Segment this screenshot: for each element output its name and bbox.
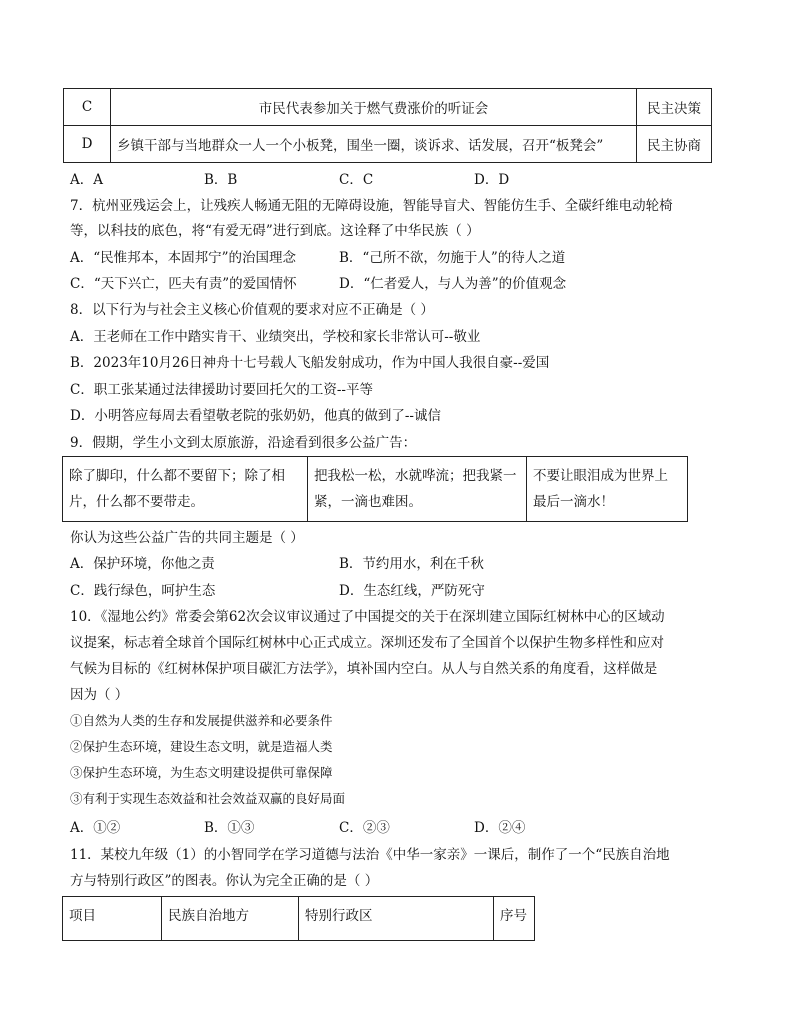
table-row — [63, 897, 535, 941]
ad-cell-2: 把我松一松，水就哗流；把我紧一紧，一滴也难困。 — [308, 457, 527, 522]
q6-option-a: A．A — [70, 172, 103, 188]
q7-option-a: A．“民惟邦本，本固邦宁”的治国理念 — [70, 250, 297, 266]
q10-option-d: D．②④ — [474, 820, 526, 836]
table-row — [63, 457, 688, 522]
q10-stem-line-2: 议提案，标志着全球首个国际红树林中心正式成立。深圳还发布了全国首个以保护生物多样性和应对 — [70, 635, 664, 651]
q8-option-b: B．2023年10月26日神舟十七号载人飞船发射成功，作为中国人我很自豪--爱国 — [70, 355, 550, 371]
q10-option-c: C．②③ — [339, 820, 390, 836]
q7-stem-line-1: 7．杭州亚残运会上，让残疾人畅通无阻的无障碍设施，智能导盲犬、智能仿生手、全碳纤维电动轮椅 — [70, 198, 673, 214]
q10-stem-line-4: 因为（ ） — [70, 687, 129, 703]
q10-item-3: ③保护生态环境，为生态文明建设提供可靠保障 — [70, 765, 333, 780]
table-row — [64, 126, 712, 163]
q6-option-c: C．C — [339, 172, 374, 188]
q6-option-d: D．D — [474, 172, 510, 188]
q9-question: 你认为这些公益广告的共同主题是（ ） — [70, 530, 304, 546]
q10-stem-line-3: 气候为目标的《红树林保护项目碳汇方法学》，填补国内空白。从人与自然关系的角度看，这样做是 — [70, 661, 658, 677]
header-cell-number: 序号 — [494, 897, 535, 941]
header-cell-item: 项目 — [63, 897, 162, 941]
q10-item-4: ③有利于实现生态效益和社会效益双赢的良好局面 — [70, 791, 346, 806]
q8-stem: 8．以下行为与社会主义核心价值观的要求对应不正确是（ ） — [70, 302, 434, 318]
table-cell: 市民代表参加关于燃气费涨价的听证会 — [111, 89, 637, 126]
q7-option-b: B．“己所不欲，勿施于人”的待人之道 — [339, 250, 566, 266]
q8-option-d: D．小明答应每周去看望敬老院的张奶奶，他真的做到了--诚信 — [70, 408, 441, 424]
q11-stem-line-2: 方与特别行政区”的图表。你认为完全正确的是（ ） — [70, 873, 379, 889]
q10-option-a: A．①② — [70, 820, 121, 836]
q9-stem: 9．假期，学生小文到太原旅游，沿途看到很多公益广告： — [70, 435, 417, 451]
q10-option-b: B．①③ — [204, 820, 255, 836]
q6-option-b: B．B — [204, 172, 238, 188]
header-cell-autonomous: 民族自治地方 — [162, 897, 299, 941]
table-cell: C — [64, 89, 111, 126]
ads-table — [62, 456, 688, 522]
ad-cell-3: 不要让眼泪成为世界上最后一滴水！ — [527, 457, 688, 522]
table-cell: 民主协商 — [637, 126, 712, 163]
table-cell: 民主决策 — [637, 89, 712, 126]
q8-option-c: C．职工张某通过法律援助讨要回托欠的工资--平等 — [70, 382, 373, 398]
autonomy-table — [62, 896, 535, 941]
q9-option-d: D．生态红线，严防死守 — [339, 583, 485, 599]
q8-option-a: A．王老师在工作中踏实肯干、业绩突出，学校和家长非常认可--敬业 — [70, 329, 481, 345]
table-row — [64, 89, 712, 126]
q9-option-c: C．践行绿色，呵护生态 — [70, 583, 216, 599]
q7-option-c: C．“天下兴亡，匹夫有责”的爱国情怀 — [70, 276, 297, 292]
q9-option-a: A．保护环境，你他之责 — [70, 556, 215, 572]
q7-option-d: D．“仁者爱人，与人为善”的价值观念 — [339, 276, 567, 292]
table-cell: D — [64, 126, 111, 163]
header-cell-sar: 特别行政区 — [299, 897, 494, 941]
q10-item-2: ②保护生态环境，建设生态文明，就是造福人类 — [70, 739, 333, 754]
q10-stem-line-1: 10．《湿地公约》常委会第62次会议审议通过了中国提交的关于在深圳建立国际红树林中心的区域动 — [70, 609, 665, 625]
democracy-table — [63, 88, 712, 163]
table-cell: 乡镇干部与当地群众一人一个小板凳，围坐一圈，谈诉求、话发展，召开“板凳会” — [111, 126, 637, 163]
q9-option-b: B．节约用水，利在千秋 — [339, 556, 484, 572]
q11-stem-line-1: 11．某校九年级（1）的小智同学在学习道德与法治《中华一家亲》一课后，制作了一个“民族自治地 — [70, 847, 670, 863]
ad-cell-1: 除了脚印，什么都不要留下；除了相片，什么都不要带走。 — [63, 457, 308, 522]
q10-item-1: ①自然为人类的生存和发展提供滋养和必要条件 — [70, 713, 333, 728]
q7-stem-line-2: 等，以科技的底色，将“有爱无碍”进行到底。这诠释了中华民族（ ） — [70, 223, 480, 239]
